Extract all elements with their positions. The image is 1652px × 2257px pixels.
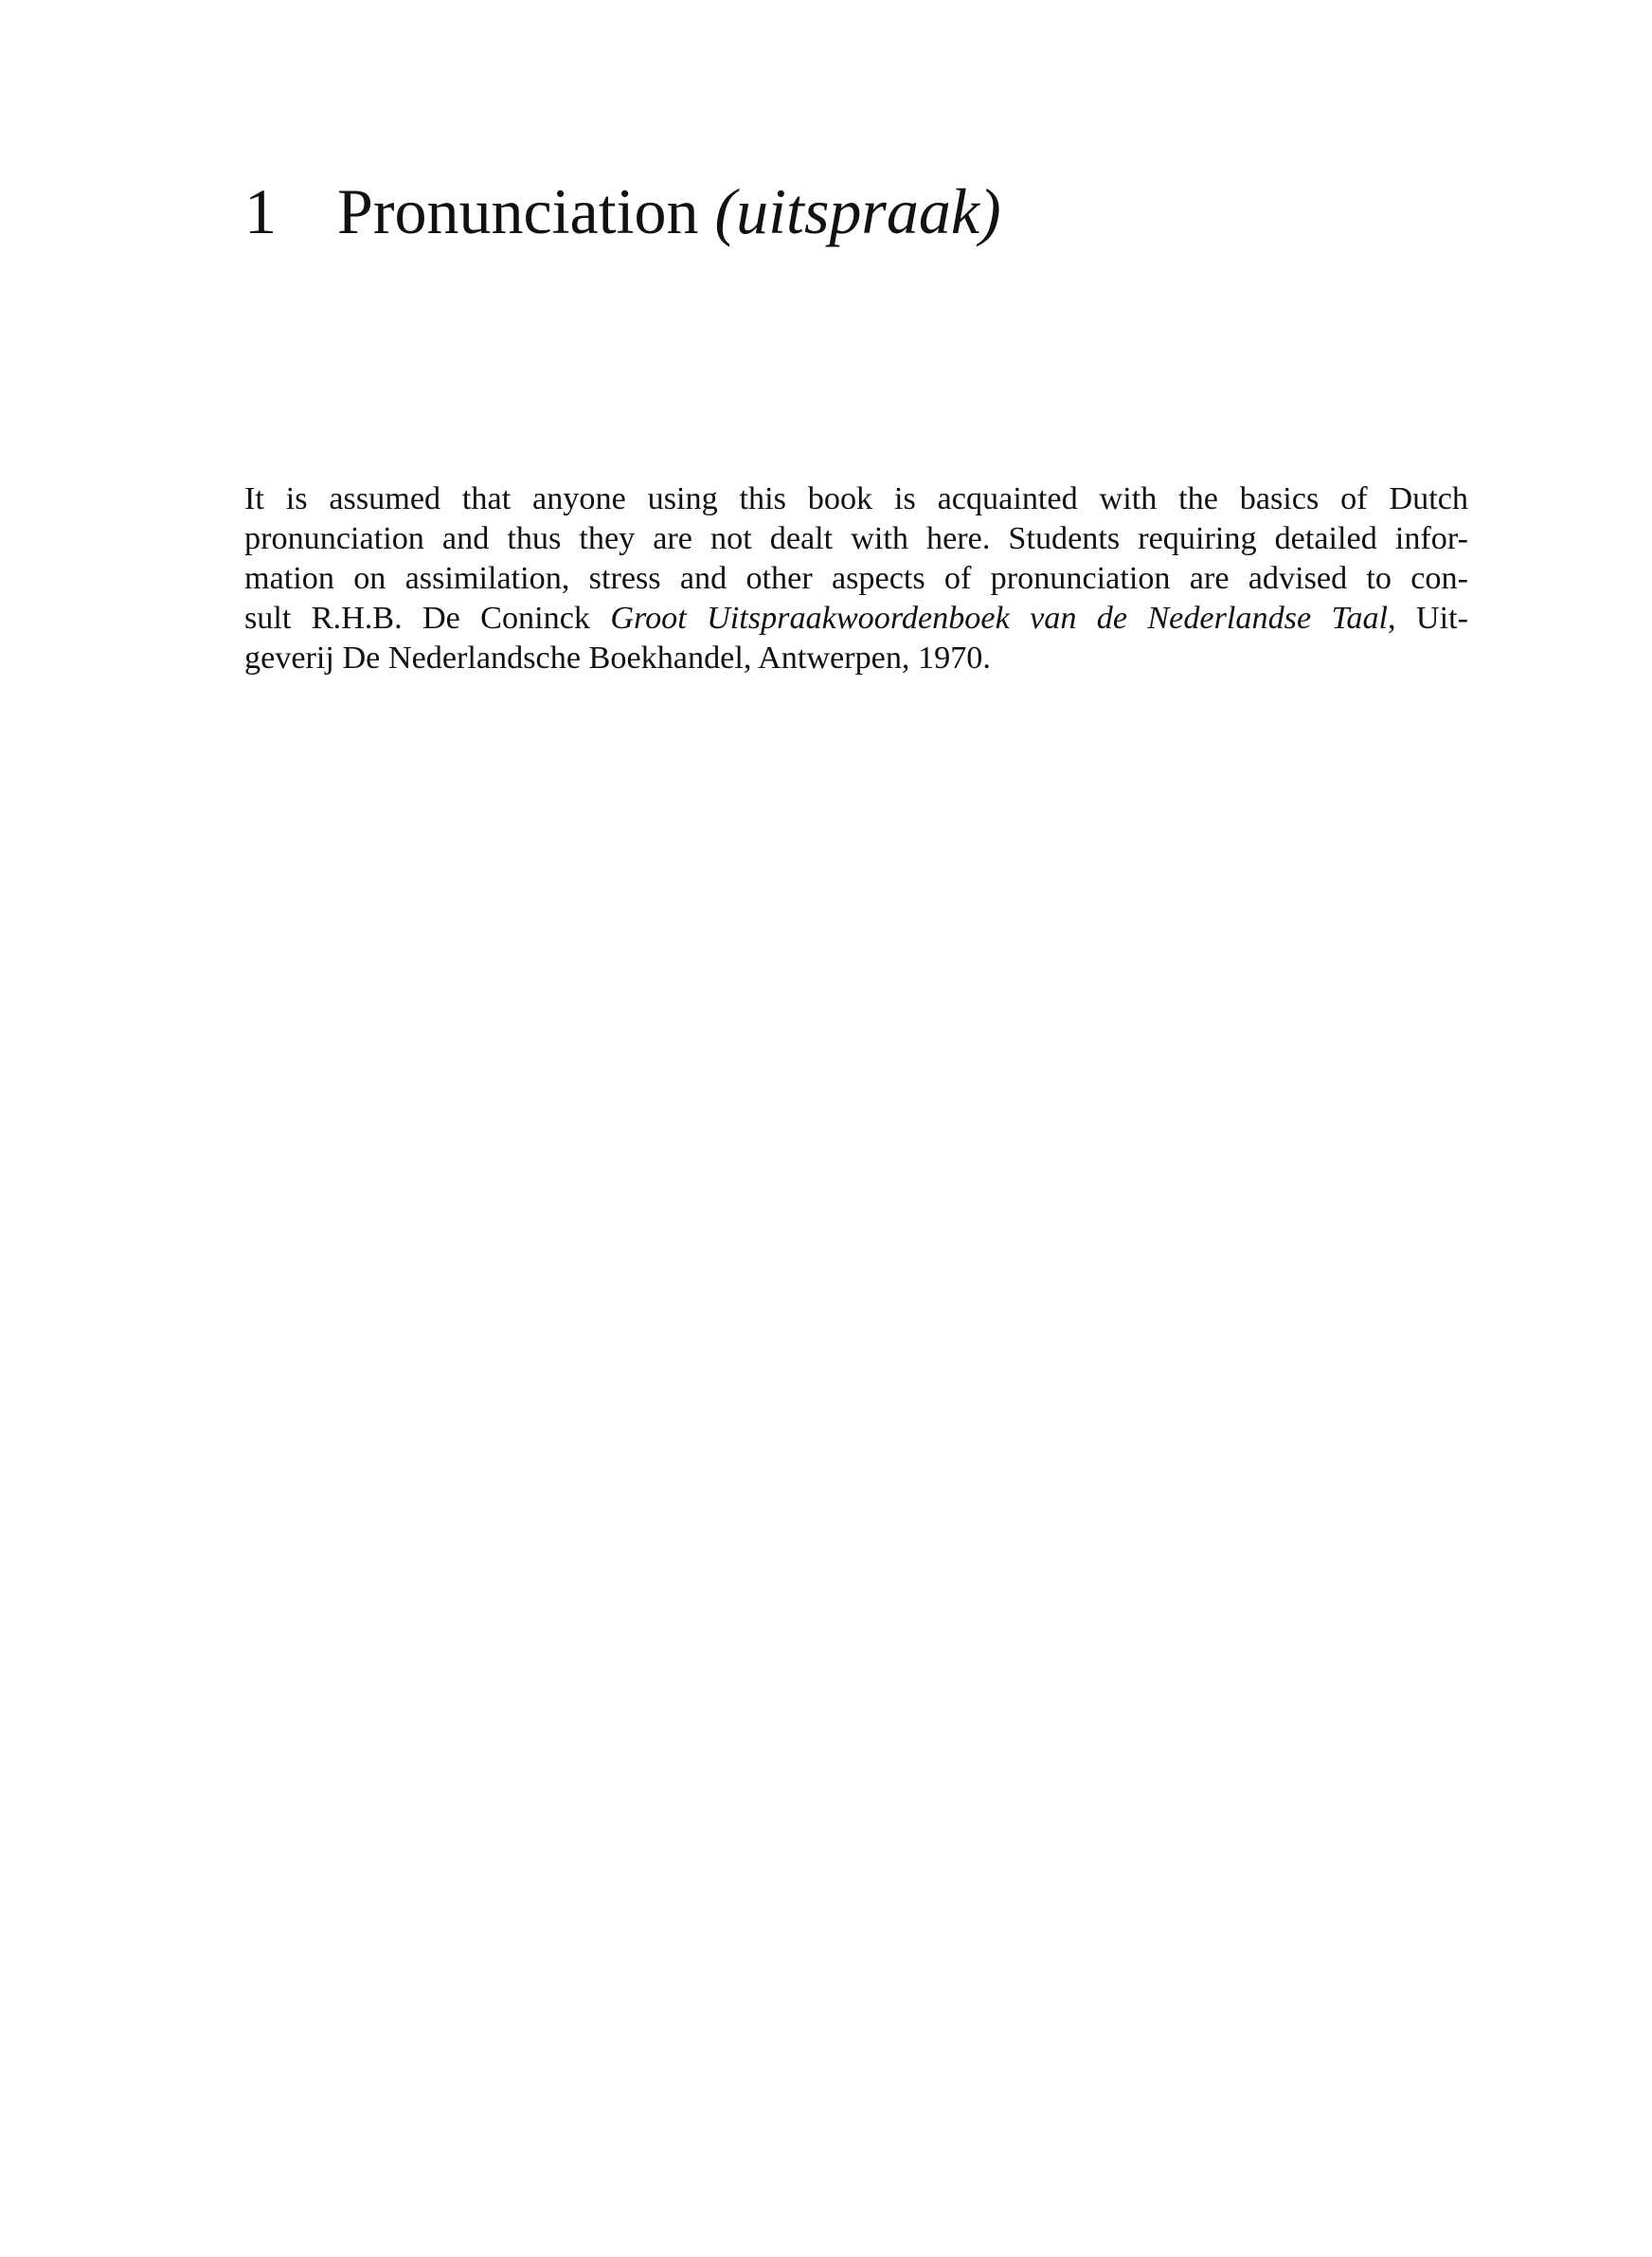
chapter-heading — [244, 176, 1001, 247]
paragraph-line: It is assumed that anyone using this book is acquainted with the basics of Dutch — [244, 481, 1468, 516]
chapter-title: Pronunciation — [337, 175, 699, 247]
citation-continuation: , Uit- — [1388, 601, 1468, 636]
citation-author: sult R.H.B. De Coninck — [244, 601, 611, 636]
citation-book-title: Groot Uitspraakwoordenboek van de Nederlandse Taal — [610, 601, 1389, 636]
chapter-title-dutch: (uitspraak) — [714, 175, 1001, 247]
paragraph-line: mation on assimilation, stress and other aspects of pronunciation are advised to con- — [244, 561, 1468, 596]
paragraph-line: geverij De Nederlandsche Boekhandel, Antwerpen, 1970. — [244, 641, 991, 676]
paragraph-line — [244, 599, 1468, 639]
chapter-number: 1 — [244, 175, 277, 247]
intro-paragraph — [244, 479, 1468, 678]
paragraph-line: pronunciation and thus they are not dealt with here. Students requiring detailed infor- — [244, 521, 1468, 556]
